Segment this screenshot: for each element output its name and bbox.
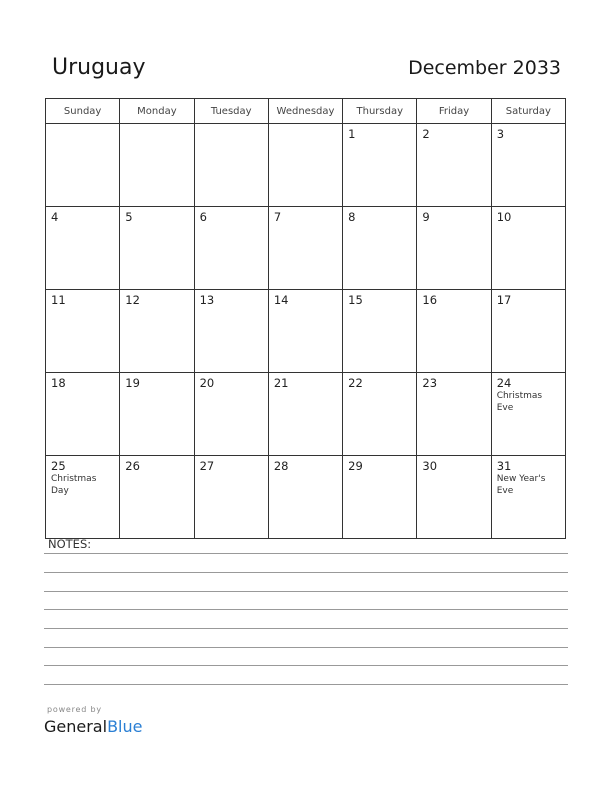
day-cell <box>343 207 417 290</box>
day-cell <box>194 373 268 456</box>
calendar-grid <box>45 98 566 539</box>
day-number: 5 <box>125 210 133 224</box>
day-cell <box>120 290 194 373</box>
day-cell <box>417 373 491 456</box>
note-line <box>44 553 568 554</box>
holiday-label: Christmas Eve <box>496 391 543 413</box>
weekday-sunday: Sunday <box>46 99 120 124</box>
day-cell <box>343 290 417 373</box>
day-number: 15 <box>348 293 363 307</box>
day-number: 23 <box>422 376 438 390</box>
day-number: 18 <box>51 376 66 390</box>
note-line <box>44 647 568 648</box>
note-line <box>44 591 568 592</box>
week-row <box>46 124 566 207</box>
weekday-thursday: Thursday <box>343 99 417 124</box>
day-number: 10 <box>496 210 512 224</box>
holiday-label: Christmas Day <box>51 474 97 496</box>
day-number: 17 <box>496 293 512 307</box>
week-row <box>46 373 566 456</box>
day-number: 29 <box>348 459 363 473</box>
week-row <box>46 207 566 290</box>
holiday-label: New Year's Eve <box>496 474 546 496</box>
day-number: 8 <box>348 210 356 224</box>
day-number: 2 <box>422 127 430 141</box>
day-cell <box>120 456 194 539</box>
day-number: 7 <box>273 210 282 224</box>
day-cell <box>268 124 342 207</box>
brand-general: General <box>44 717 108 736</box>
week-row <box>46 290 566 373</box>
day-number: 9 <box>422 210 430 224</box>
day-number: 20 <box>199 376 215 390</box>
day-cell <box>120 124 194 207</box>
day-number: 26 <box>125 459 140 473</box>
month-year-title: December 2033 <box>408 57 561 79</box>
day-cell <box>491 207 565 290</box>
note-line <box>44 665 568 666</box>
day-cell <box>417 456 491 539</box>
day-number: 3 <box>496 127 505 141</box>
day-cell <box>268 456 342 539</box>
day-cell <box>268 207 342 290</box>
weekday-header-row <box>46 99 566 124</box>
weekday-monday: Monday <box>120 99 194 124</box>
weekday-wednesday: Wednesday <box>268 99 342 124</box>
brand-blue: Blue <box>107 717 143 736</box>
day-number: 19 <box>125 376 140 390</box>
day-number: 13 <box>199 293 215 307</box>
day-number: 14 <box>273 293 289 307</box>
day-number: 12 <box>125 293 140 307</box>
note-line <box>44 684 568 685</box>
day-number: 28 <box>273 459 289 473</box>
weekday-tuesday: Tuesday <box>194 99 268 124</box>
note-line <box>44 572 568 573</box>
note-line <box>44 628 568 629</box>
weekday-friday: Friday <box>417 99 491 124</box>
day-cell <box>343 456 417 539</box>
day-number: 11 <box>51 293 66 307</box>
day-cell <box>46 290 120 373</box>
notes-label: NOTES: <box>48 537 92 551</box>
day-cell <box>491 290 565 373</box>
day-number: 25 <box>51 459 66 473</box>
day-number: 21 <box>273 376 289 390</box>
day-cell <box>194 207 268 290</box>
day-number: 24 <box>496 376 512 390</box>
day-cell <box>491 456 565 539</box>
day-cell <box>120 207 194 290</box>
day-number: 30 <box>422 459 438 473</box>
day-cell <box>268 290 342 373</box>
weekday-saturday: Saturday <box>491 99 565 124</box>
day-cell <box>194 124 268 207</box>
day-cell <box>120 373 194 456</box>
country-title: Uruguay <box>52 55 146 80</box>
day-cell <box>343 124 417 207</box>
note-line <box>44 609 568 610</box>
day-cell <box>46 207 120 290</box>
day-number: 6 <box>199 210 207 224</box>
day-cell <box>491 373 565 456</box>
day-number: 1 <box>348 127 356 141</box>
day-cell <box>417 207 491 290</box>
day-cell <box>194 456 268 539</box>
powered-by-label: powered by <box>47 705 102 714</box>
week-row <box>46 456 566 539</box>
day-number: 31 <box>496 459 512 473</box>
day-cell <box>46 373 120 456</box>
day-cell <box>268 373 342 456</box>
day-number: 22 <box>348 376 363 390</box>
day-cell <box>46 456 120 539</box>
brand-logo <box>44 717 142 736</box>
day-cell <box>343 373 417 456</box>
day-cell <box>417 290 491 373</box>
day-cell <box>417 124 491 207</box>
day-cell <box>46 124 120 207</box>
day-number: 4 <box>51 210 59 224</box>
day-cell <box>491 124 565 207</box>
day-cell <box>194 290 268 373</box>
day-number: 27 <box>199 459 215 473</box>
day-number: 16 <box>422 293 438 307</box>
